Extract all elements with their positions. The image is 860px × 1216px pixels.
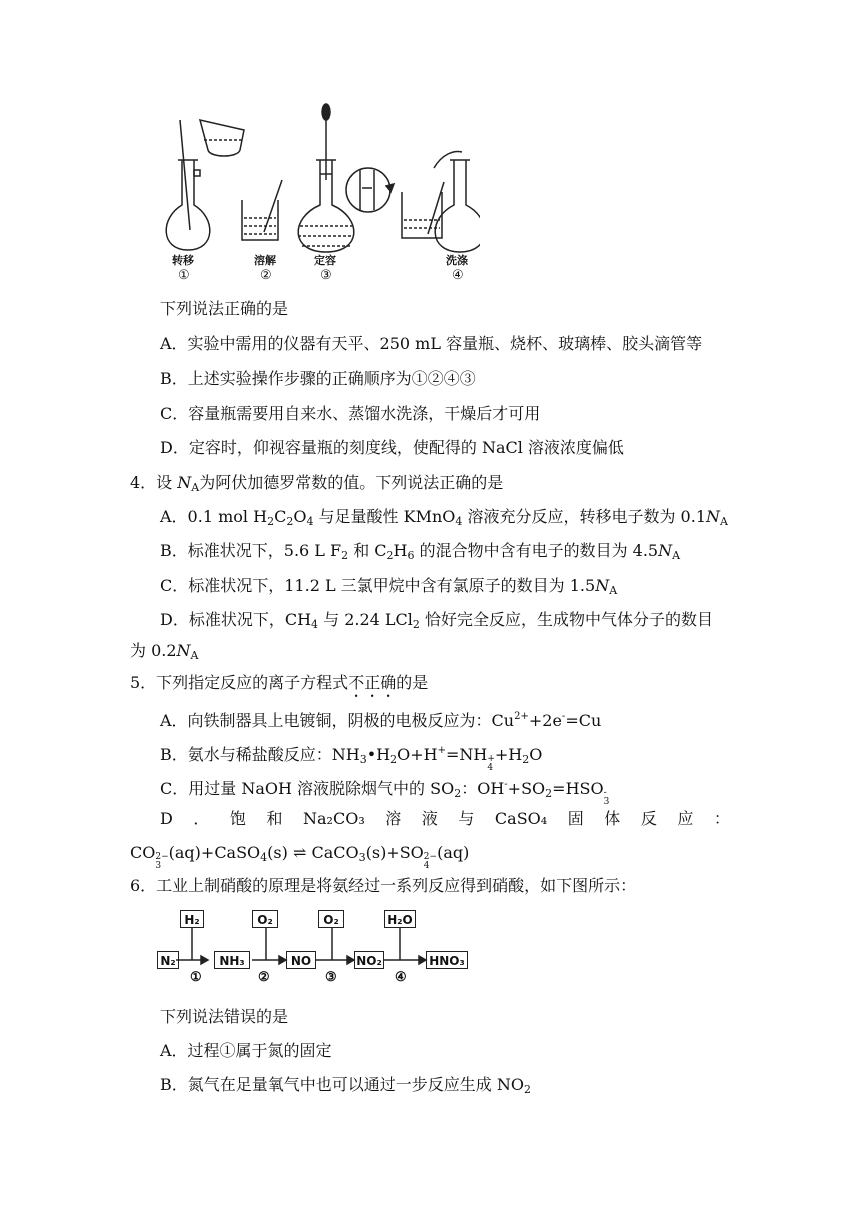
flow-species-no2: NO₂ xyxy=(354,951,384,969)
flow-species-n2: N₂ xyxy=(157,951,179,969)
q3-stem: 下列说法正确的是 xyxy=(160,299,289,318)
figure-label-constant-volume: 定容 xyxy=(314,254,336,267)
flow-species-no: NO xyxy=(286,951,316,969)
q5-option-d-equation: CO 2− 3 (aq)+CaSO4(s) ⇌ CaCO3(s)+SO 2− 4 (aq) xyxy=(130,843,470,871)
q3-option-d: D．定容时，仰视容量瓶的刻度线，使配得的 NaCl 溶液浓度偏低 xyxy=(160,438,624,457)
q4-option-c: C．标准状况下，11.2 L 三氯甲烷中含有氯原子的数目为 1.5NA xyxy=(160,576,618,597)
figure-label-transfer: 转移 xyxy=(172,254,194,267)
pouring-beaker xyxy=(200,120,244,156)
flow-reagent-h2: H₂ xyxy=(180,910,204,928)
flow-reagent-o2-2: O₂ xyxy=(318,910,344,928)
q5-option-a: A．向铁制器具上电镀铜，阴极的电极反应为：$Cu^{2+}+2e^-=Cu$ xyxy=(160,711,602,730)
figure-step-1: ① xyxy=(178,268,190,283)
magnified-view xyxy=(346,168,390,212)
q3-option-b: B．上述实验操作步骤的正确顺序为①②④③ xyxy=(160,369,476,388)
q4-option-d: D．标准状况下，CH4 与 2.24 LCl2 恰好完全反应，生成物中气体分子的数目 xyxy=(160,610,713,631)
q3-option-c: C．容量瓶需要用自来水、蒸馏水洗涤，干燥后才可用 xyxy=(160,404,541,423)
flow-reagent-o2-1: O₂ xyxy=(252,910,278,928)
q5-option-c: C．用过量 NaOH 溶液脱除烟气中的 SO2：OH-+SO2=HSO - 3 xyxy=(160,779,610,807)
glass-rod-2 xyxy=(264,180,282,232)
figure-label-wash: 洗涤 xyxy=(446,254,468,267)
flow-step-4: ④ xyxy=(395,970,407,985)
q6-option-a: A．过程①属于氮的固定 xyxy=(160,1041,332,1060)
q6-option-b: B．氮气在足量氧气中也可以通过一步反应生成 NO2 xyxy=(160,1075,531,1096)
figure-step-3: ③ xyxy=(320,268,332,283)
q5-option-b: B．氨水与稀盐酸反应：NH3•H2O+H+=NH + 4 +H2O xyxy=(160,745,543,773)
flow-species-nh3: NH₃ xyxy=(214,951,250,969)
q4-stem: 4．设 NA为阿伏加德罗常数的值。下列说法正确的是 xyxy=(130,473,504,494)
q6-stem: 6．工业上制硝酸的原理是将氨经过一系列反应得到硝酸，如下图所示： xyxy=(130,876,637,895)
q4-option-d-cont: 为 0.2NA xyxy=(130,641,199,662)
flow-species-hno3: HNO₃ xyxy=(426,951,468,969)
flow-step-2: ② xyxy=(258,970,270,985)
figure-step-4: ④ xyxy=(452,268,464,283)
flow-reagent-h2o: H₂O xyxy=(384,910,416,928)
figure-label-dissolve: 溶解 xyxy=(254,254,276,267)
q5-stem: 5．下列指定反应的离子方程式不正确的是 xyxy=(130,673,429,692)
q4-option-b: B．标准状况下，5.6 L F2 和 C2H6 的混合物中含有电子的数目为 4.5NA xyxy=(160,541,681,562)
beaker-wash xyxy=(402,192,442,238)
figure-step-2: ② xyxy=(260,268,272,283)
flow-step-3: ③ xyxy=(325,970,337,985)
flow-step-1: ① xyxy=(190,970,202,985)
q6-stem2: 下列说法错误的是 xyxy=(160,1007,289,1026)
q5-option-d: D ． 饱 和 Na₂CO₃ 溶 液 与 CaSO₄ 固 体 反 应 ： xyxy=(160,809,730,828)
q4-option-a: A．0.1 mol H2C2O4 与足量酸性 KMnO4 溶液充分反应，转移电子数为 0.1NA xyxy=(160,507,728,528)
q3-option-a: A．实验中需用的仪器有天平、250 mL 容量瓶、烧杯、玻璃棒、胶头滴管等 xyxy=(160,334,703,353)
